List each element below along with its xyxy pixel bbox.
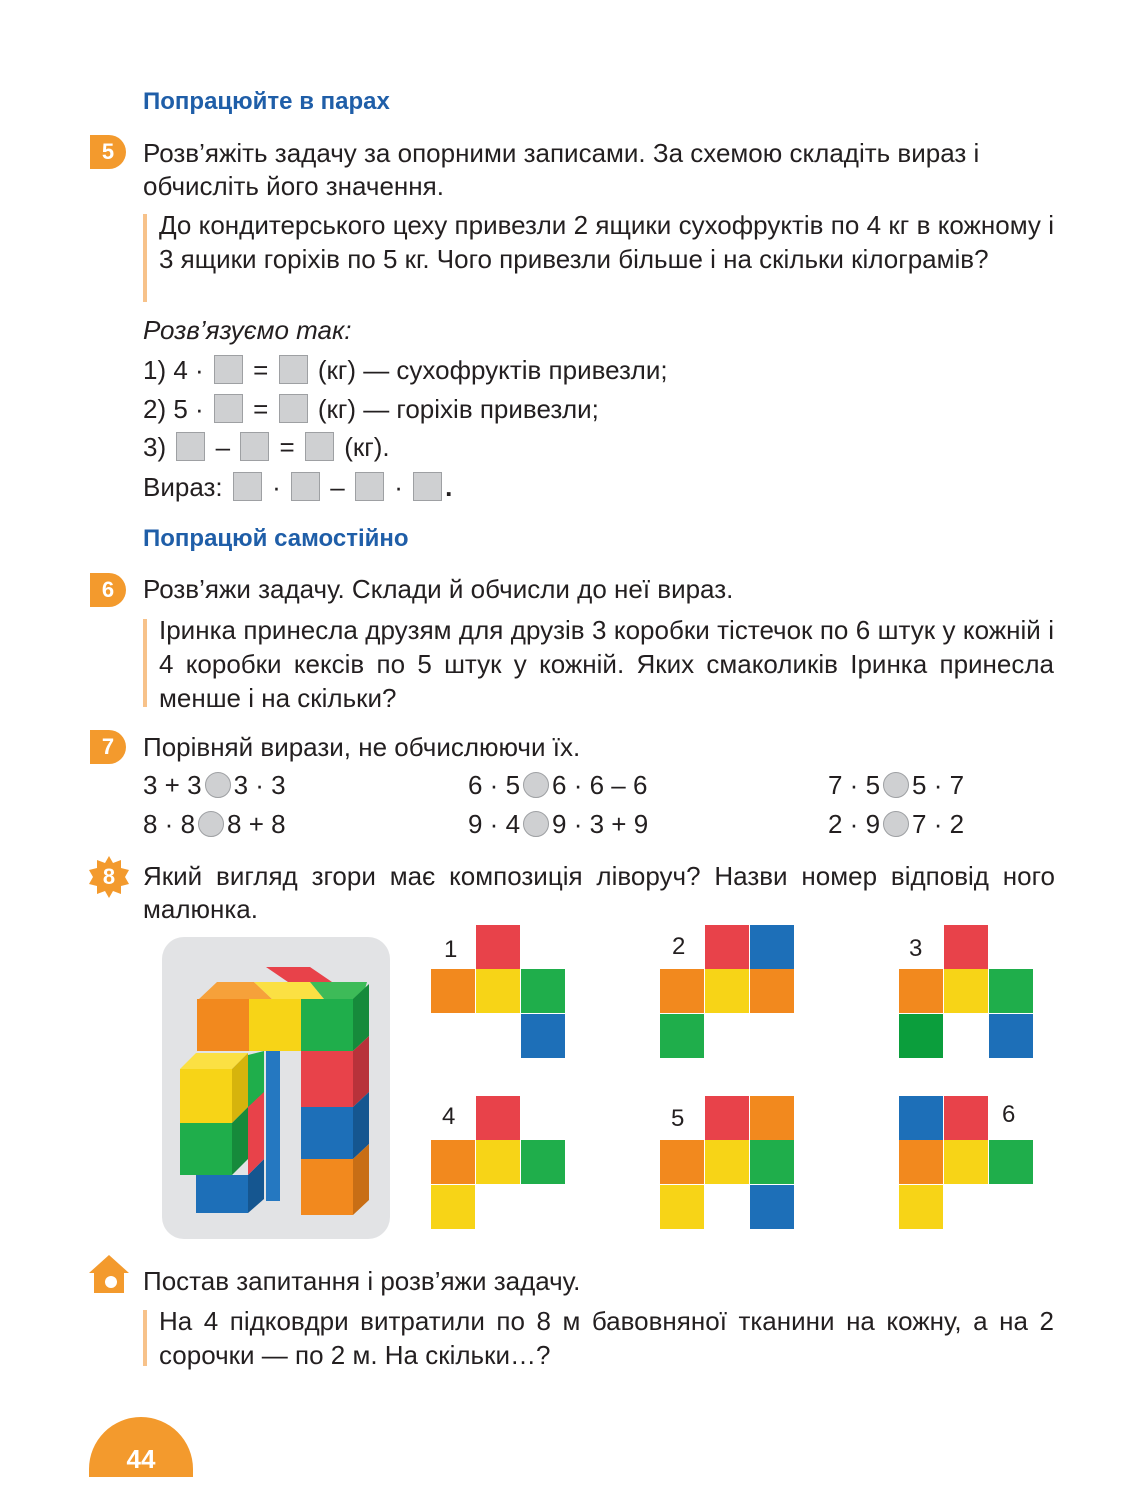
expression-left: 2 · 9: [828, 809, 881, 839]
solution-step-2: [143, 393, 599, 425]
task7-instruction: Порівняй вирази, не обчислюючи їх.: [143, 732, 581, 762]
section-heading-pairs: Попрацюйте в парах: [143, 88, 390, 115]
option-number: 1: [444, 936, 458, 963]
option-number: 2: [672, 933, 686, 960]
square-orange: [660, 969, 704, 1013]
square-green: [899, 1014, 943, 1058]
comparison-item: [143, 770, 286, 801]
comparison-circle[interactable]: [523, 811, 549, 837]
step-text: ·: [272, 472, 281, 502]
square-red: [476, 1096, 520, 1140]
answer-box[interactable]: [240, 432, 269, 461]
square-red: [705, 925, 749, 969]
square-yellow: [705, 969, 749, 1013]
step-text: (кг) — горіхів привезли;: [317, 394, 599, 424]
square-yellow: [944, 969, 988, 1013]
step-text: –: [330, 472, 345, 502]
square-orange: [660, 1140, 704, 1184]
answer-box[interactable]: [279, 355, 308, 384]
task-number-badge: 6: [90, 573, 126, 607]
homework-problem: На 4 підковдри витратили по 8 м бавовняної тканини на кожну, а на 2 сорочки — по 2 м. На скільки…?: [159, 1306, 1054, 1370]
square-orange: [431, 969, 475, 1013]
task6-instruction: Розв’яжи задачу. Склади й обчисли до неї вираз.: [143, 574, 734, 604]
task-number-star-badge: [88, 856, 130, 898]
task8-instruction: Який вигляд згори має композиція ліворуч? Назви номер відповід ного малюнка.: [143, 861, 1055, 924]
square-green: [989, 969, 1033, 1013]
square-yellow: [476, 969, 520, 1013]
square-red: [944, 1096, 988, 1140]
square-orange: [750, 969, 794, 1013]
answer-box[interactable]: [355, 472, 384, 501]
square-green: [750, 1140, 794, 1184]
comparison-circle[interactable]: [198, 811, 224, 837]
square-orange: [431, 1140, 475, 1184]
square-green: [521, 1140, 565, 1184]
answer-box[interactable]: [214, 355, 243, 384]
expression-right: 7 · 2: [912, 809, 965, 839]
square-blue: [750, 1185, 794, 1229]
square-yellow: [705, 1140, 749, 1184]
square-yellow: [899, 1185, 943, 1229]
answer-box[interactable]: [176, 432, 205, 461]
task5-problem: До кондитерського цеху привезли 2 ящики сухофруктів по 4 кг в кожному і 3 ящики горіхів по 5 кг. Чого привезли більше і на скільки кілограмів?: [159, 210, 1054, 274]
square-green: [521, 969, 565, 1013]
square-red: [705, 1096, 749, 1140]
square-blue: [750, 925, 794, 969]
section-heading-self: Попрацюй самостійно: [143, 525, 409, 552]
square-red: [476, 925, 520, 969]
comparison-item: [143, 809, 286, 840]
comparison-item: [828, 809, 964, 840]
expression-left: 8 · 8: [143, 809, 196, 839]
expression-right: 5 · 7: [912, 770, 965, 800]
quote-bar: [143, 619, 147, 707]
step-text: =: [279, 432, 295, 462]
comparison-item: [828, 770, 964, 801]
expression-left: 7 · 5: [828, 770, 881, 800]
answer-box[interactable]: [291, 472, 320, 501]
step-text: .: [445, 472, 453, 502]
option-number: 4: [442, 1103, 456, 1130]
step-text: =: [253, 394, 269, 424]
house-icon: [88, 1253, 130, 1295]
expression-right: 6 · 6 – 6: [552, 770, 648, 800]
square-yellow: [944, 1140, 988, 1184]
quote-bar: [143, 1310, 147, 1366]
expression-right: 8 + 8: [227, 809, 286, 839]
homework-instruction: Постав запитання і розв’яжи задачу.: [143, 1266, 581, 1296]
option-number: 6: [1002, 1101, 1016, 1128]
cube-composition-illustration: [162, 937, 390, 1239]
comparison-circle[interactable]: [883, 811, 909, 837]
square-yellow: [431, 1185, 475, 1229]
solution-step-3: [143, 431, 390, 463]
comparison-item: [468, 770, 647, 801]
composition-panel: [162, 937, 390, 1239]
answer-box[interactable]: [305, 432, 334, 461]
square-yellow: [660, 1185, 704, 1229]
expression-label: Вираз:: [143, 472, 223, 502]
square-blue: [989, 1014, 1033, 1058]
page-number: 44: [89, 1417, 193, 1477]
answer-box[interactable]: [279, 394, 308, 423]
comparison-circle[interactable]: [883, 772, 909, 798]
task-number-badge: 7: [90, 730, 126, 764]
expression-left: 6 · 5: [468, 770, 521, 800]
step-text: ·: [394, 472, 403, 502]
step-text: 2) 5 ·: [143, 394, 204, 424]
expression-left: 3 + 3: [143, 770, 202, 800]
step-text: (кг) — сухофруктів привезли;: [317, 355, 668, 385]
step-text: –: [215, 432, 231, 462]
expression-line: [143, 471, 452, 503]
task6-problem: Іринка принесла друзям для друзів 3 коробки тістечок по 6 штук у кожній і 4 коробки кексів по 5 штук у кожній. Яких смаколиків Іринка принесла менше і на скільки?: [159, 615, 1054, 713]
task-number-badge: 5: [90, 135, 126, 169]
square-orange: [899, 1140, 943, 1184]
step-text: =: [253, 355, 269, 385]
answer-box[interactable]: [413, 472, 442, 501]
step-text: 3): [143, 432, 167, 462]
solve-label: Розв’язуємо так:: [143, 315, 352, 345]
answer-box[interactable]: [214, 394, 243, 423]
answer-box[interactable]: [233, 472, 262, 501]
square-orange: [899, 969, 943, 1013]
square-yellow: [476, 1140, 520, 1184]
solution-step-1: [143, 354, 668, 386]
square-green: [989, 1140, 1033, 1184]
expression-right: 3 · 3: [233, 770, 286, 800]
quote-bar: [143, 214, 147, 302]
option-number: 5: [671, 1105, 685, 1132]
comparison-item: [468, 809, 648, 840]
step-text: (кг).: [344, 432, 390, 462]
expression-right: 9 · 3 + 9: [552, 809, 649, 839]
comparison-circle[interactable]: [523, 772, 549, 798]
comparison-circle[interactable]: [205, 772, 231, 798]
square-orange: [750, 1096, 794, 1140]
step-text: 1) 4 ·: [143, 355, 204, 385]
option-number: 3: [909, 935, 923, 962]
task-number: 8: [102, 864, 116, 889]
square-green: [660, 1014, 704, 1058]
expression-left: 9 · 4: [468, 809, 521, 839]
task5-instruction: Розв’яжіть задачу за опорними записами. За схемою складіть вираз і обчисліть його значення.: [143, 138, 980, 201]
square-red: [944, 925, 988, 969]
square-blue: [521, 1014, 565, 1058]
square-blue: [899, 1096, 943, 1140]
